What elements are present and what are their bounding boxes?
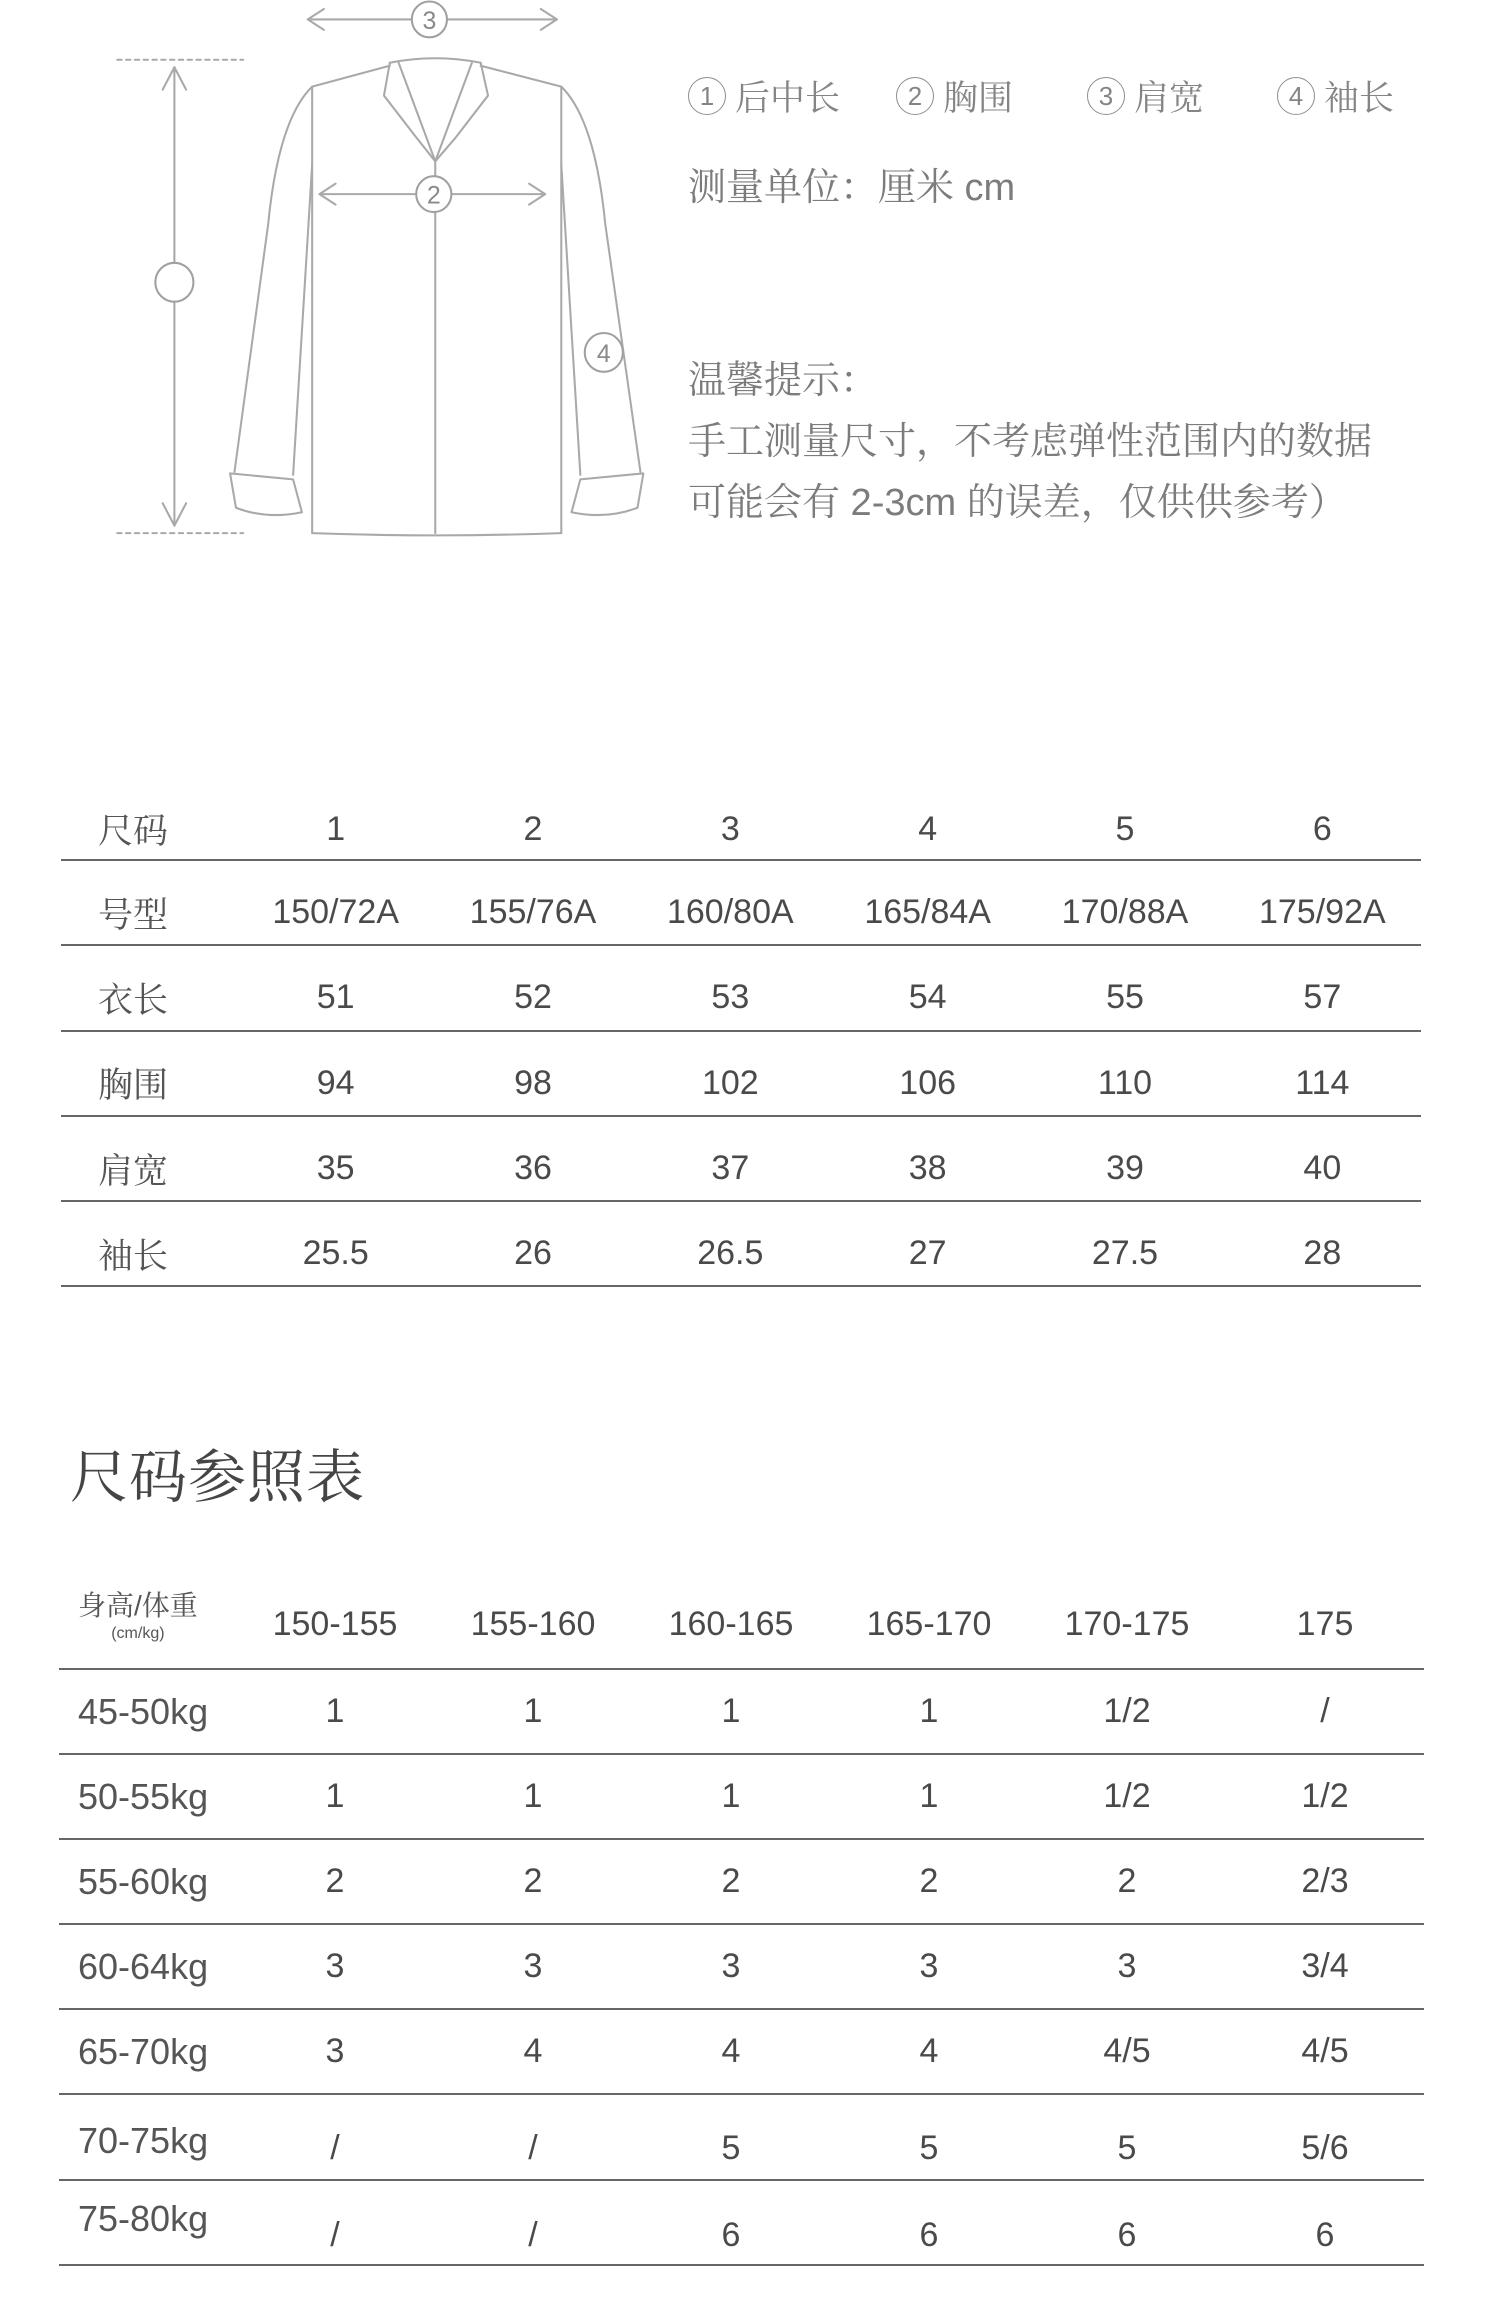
row-label: 胸围: [98, 1066, 169, 1106]
table-cell: 5: [1117, 2128, 1137, 2167]
legend-label: 后中长: [735, 79, 841, 118]
table-cell: /: [330, 2215, 340, 2254]
table-cell: 39: [1106, 1149, 1144, 1188]
size-reference-table: [59, 1580, 1424, 2266]
column-header: 170-175: [1064, 1604, 1190, 1643]
table-cell: 1/2: [1103, 1777, 1151, 1816]
row-label: 75-80kg: [78, 2198, 209, 2240]
table-row: [59, 2095, 1424, 2180]
tips-line: 可能会有 2-3cm 的误差，仅供供参考）: [688, 482, 1347, 524]
table-cell: 2: [721, 1862, 741, 1901]
table-cell: 2: [325, 1862, 345, 1901]
table-cell: 6: [1315, 2215, 1335, 2254]
table-row: [59, 1840, 1424, 1925]
table-cell: 36: [514, 1149, 552, 1188]
row-label: 衣长: [98, 980, 169, 1020]
table-cell: 1/2: [1103, 1692, 1151, 1731]
table-cell: 2/3: [1301, 1862, 1349, 1901]
table-cell: 1: [919, 1777, 939, 1816]
table-cell: 28: [1303, 1234, 1342, 1273]
table-cell: 98: [514, 1063, 552, 1102]
table-cell: 6: [721, 2215, 741, 2254]
legend-number: 3: [1087, 77, 1125, 115]
column-header: 150-155: [272, 1604, 398, 1643]
table-cell: 6: [919, 2215, 939, 2254]
row-label: 袖长: [98, 1236, 169, 1276]
table-cell: 175/92A: [1258, 893, 1386, 932]
table-cell: 2: [1117, 1862, 1137, 1901]
table-cell: 4/5: [1301, 2032, 1349, 2071]
table-cell: 1: [721, 1692, 741, 1731]
row-label: 60-64kg: [78, 1945, 209, 1987]
table-row: [61, 1032, 1421, 1117]
legend-number: 4: [1277, 77, 1315, 115]
column-header: 155-160: [470, 1604, 596, 1643]
column-header: 4: [918, 809, 938, 848]
table-cell: 26: [514, 1234, 552, 1273]
unit-label: (cm/kg): [111, 1625, 165, 1642]
table-cell: 3: [1117, 1947, 1137, 1986]
row-label: 65-70kg: [78, 2030, 209, 2072]
table-cell: 4/5: [1103, 2032, 1151, 2071]
column-header: 6: [1312, 809, 1332, 848]
table-cell: 25.5: [302, 1234, 369, 1273]
legend-item-shoulder: [1087, 76, 1204, 116]
table-cell: 53: [711, 978, 750, 1017]
table-cell: 27: [908, 1234, 947, 1273]
table-cell: 35: [316, 1149, 355, 1188]
tips-line: 手工测量尺寸，不考虑弹性范围内的数据: [688, 421, 1373, 463]
table-cell: 3: [721, 1947, 741, 1986]
table-cell: 37: [711, 1149, 750, 1188]
row-label: 50-55kg: [78, 1775, 209, 1817]
table-cell: 3: [325, 1947, 345, 1986]
table-cell: 1: [721, 1777, 741, 1816]
reference-table-title: 尺码参照表: [70, 1445, 366, 1510]
table-cell: /: [528, 2128, 538, 2167]
table-row: [61, 946, 1421, 1031]
table-row: [59, 2010, 1424, 2095]
table-row: [59, 1670, 1424, 1755]
column-header: 1: [326, 809, 346, 848]
table-cell: 102: [701, 1063, 759, 1102]
table-cell: /: [528, 2215, 538, 2254]
legend-item-sleeve: [1277, 76, 1394, 116]
table-cell: 4: [523, 2032, 543, 2071]
column-header: 175: [1296, 1604, 1354, 1643]
shoulder-marker-number: 3: [422, 6, 437, 36]
column-header: 160-165: [668, 1604, 794, 1643]
table-cell: 106: [899, 1063, 957, 1102]
table-cell: /: [1320, 1692, 1330, 1731]
legend-number: 1: [688, 77, 726, 115]
legend-label: 胸围: [943, 79, 1014, 118]
legend-label: 肩宽: [1134, 79, 1205, 118]
table-cell: 1: [325, 1777, 345, 1816]
table-cell: 2: [523, 1862, 543, 1901]
legend-number: 2: [896, 77, 934, 115]
table-header-row: [61, 791, 1421, 861]
tips-title: 温馨提示：: [688, 360, 879, 402]
table-cell: 155/76A: [469, 893, 597, 932]
table-cell: 1/2: [1301, 1777, 1349, 1816]
row-label: 45-50kg: [78, 1690, 209, 1732]
table-header-row: [59, 1580, 1424, 1670]
legend-label: 袖长: [1324, 79, 1395, 118]
table-cell: 94: [316, 1063, 355, 1102]
row-label: 尺码: [98, 812, 169, 851]
row-label: 号型: [98, 895, 169, 935]
measure-unit: 测量单位：厘米 cm: [688, 167, 1016, 209]
table-cell: 3/4: [1301, 1947, 1349, 1986]
table-cell: 5: [919, 2128, 939, 2167]
table-cell: 3: [325, 2032, 345, 2071]
shirt-outline: [230, 58, 643, 535]
table-cell: 5/6: [1301, 2128, 1349, 2167]
table-cell: 3: [523, 1947, 543, 1986]
header-label: [59, 1590, 236, 1644]
table-cell: 5: [721, 2128, 741, 2167]
table-cell: 1: [919, 1692, 939, 1731]
sleeve-marker-number: 4: [596, 339, 611, 369]
table-cell: 170/88A: [1061, 893, 1189, 932]
size-spec-table: [61, 791, 1421, 1287]
table-cell: 4: [919, 2032, 939, 2071]
height-weight-label: 身高/体重: [78, 1590, 198, 1621]
table-cell: 57: [1303, 978, 1342, 1017]
table-row: [61, 1202, 1421, 1287]
legend-item-chest: [896, 76, 1013, 116]
column-header: 3: [720, 809, 740, 848]
table-cell: 40: [1303, 1149, 1342, 1188]
table-cell: 3: [919, 1947, 939, 1986]
table-cell: 38: [908, 1149, 947, 1188]
column-header: 165-170: [866, 1604, 992, 1643]
table-row: [59, 1925, 1424, 2010]
table-cell: 27.5: [1091, 1234, 1159, 1273]
chest-marker-number: 2: [426, 181, 441, 210]
table-cell: 51: [316, 978, 355, 1017]
table-cell: 55: [1106, 978, 1144, 1017]
table-cell: 150/72A: [272, 893, 399, 932]
table-cell: 52: [514, 978, 552, 1017]
table-cell: 54: [908, 978, 947, 1017]
column-header: 2: [523, 809, 543, 848]
column-header: 5: [1115, 809, 1135, 848]
table-row: [61, 861, 1421, 946]
back-length-marker-circle: [155, 263, 193, 302]
table-cell: 2: [919, 1862, 939, 1901]
row-label: 肩宽: [98, 1151, 169, 1191]
table-cell: 110: [1097, 1063, 1153, 1102]
table-cell: 6: [1117, 2215, 1137, 2254]
table-cell: 165/84A: [864, 893, 991, 932]
table-cell: /: [330, 2128, 340, 2167]
shirt-measurement-diagram: [0, 0, 680, 560]
table-cell: 26.5: [697, 1234, 764, 1273]
table-cell: 1: [523, 1692, 543, 1731]
table-row: [59, 1755, 1424, 1840]
row-label: 55-60kg: [78, 1860, 209, 1902]
table-cell: 160/80A: [666, 893, 794, 932]
table-row: [59, 2181, 1424, 2266]
table-row: [61, 1117, 1421, 1202]
table-cell: 1: [523, 1777, 543, 1816]
legend-item-back-length: [688, 76, 840, 116]
row-label: 70-75kg: [78, 2120, 209, 2162]
table-cell: 1: [325, 1692, 345, 1731]
table-cell: 114: [1295, 1063, 1350, 1102]
table-cell: 4: [721, 2032, 741, 2071]
